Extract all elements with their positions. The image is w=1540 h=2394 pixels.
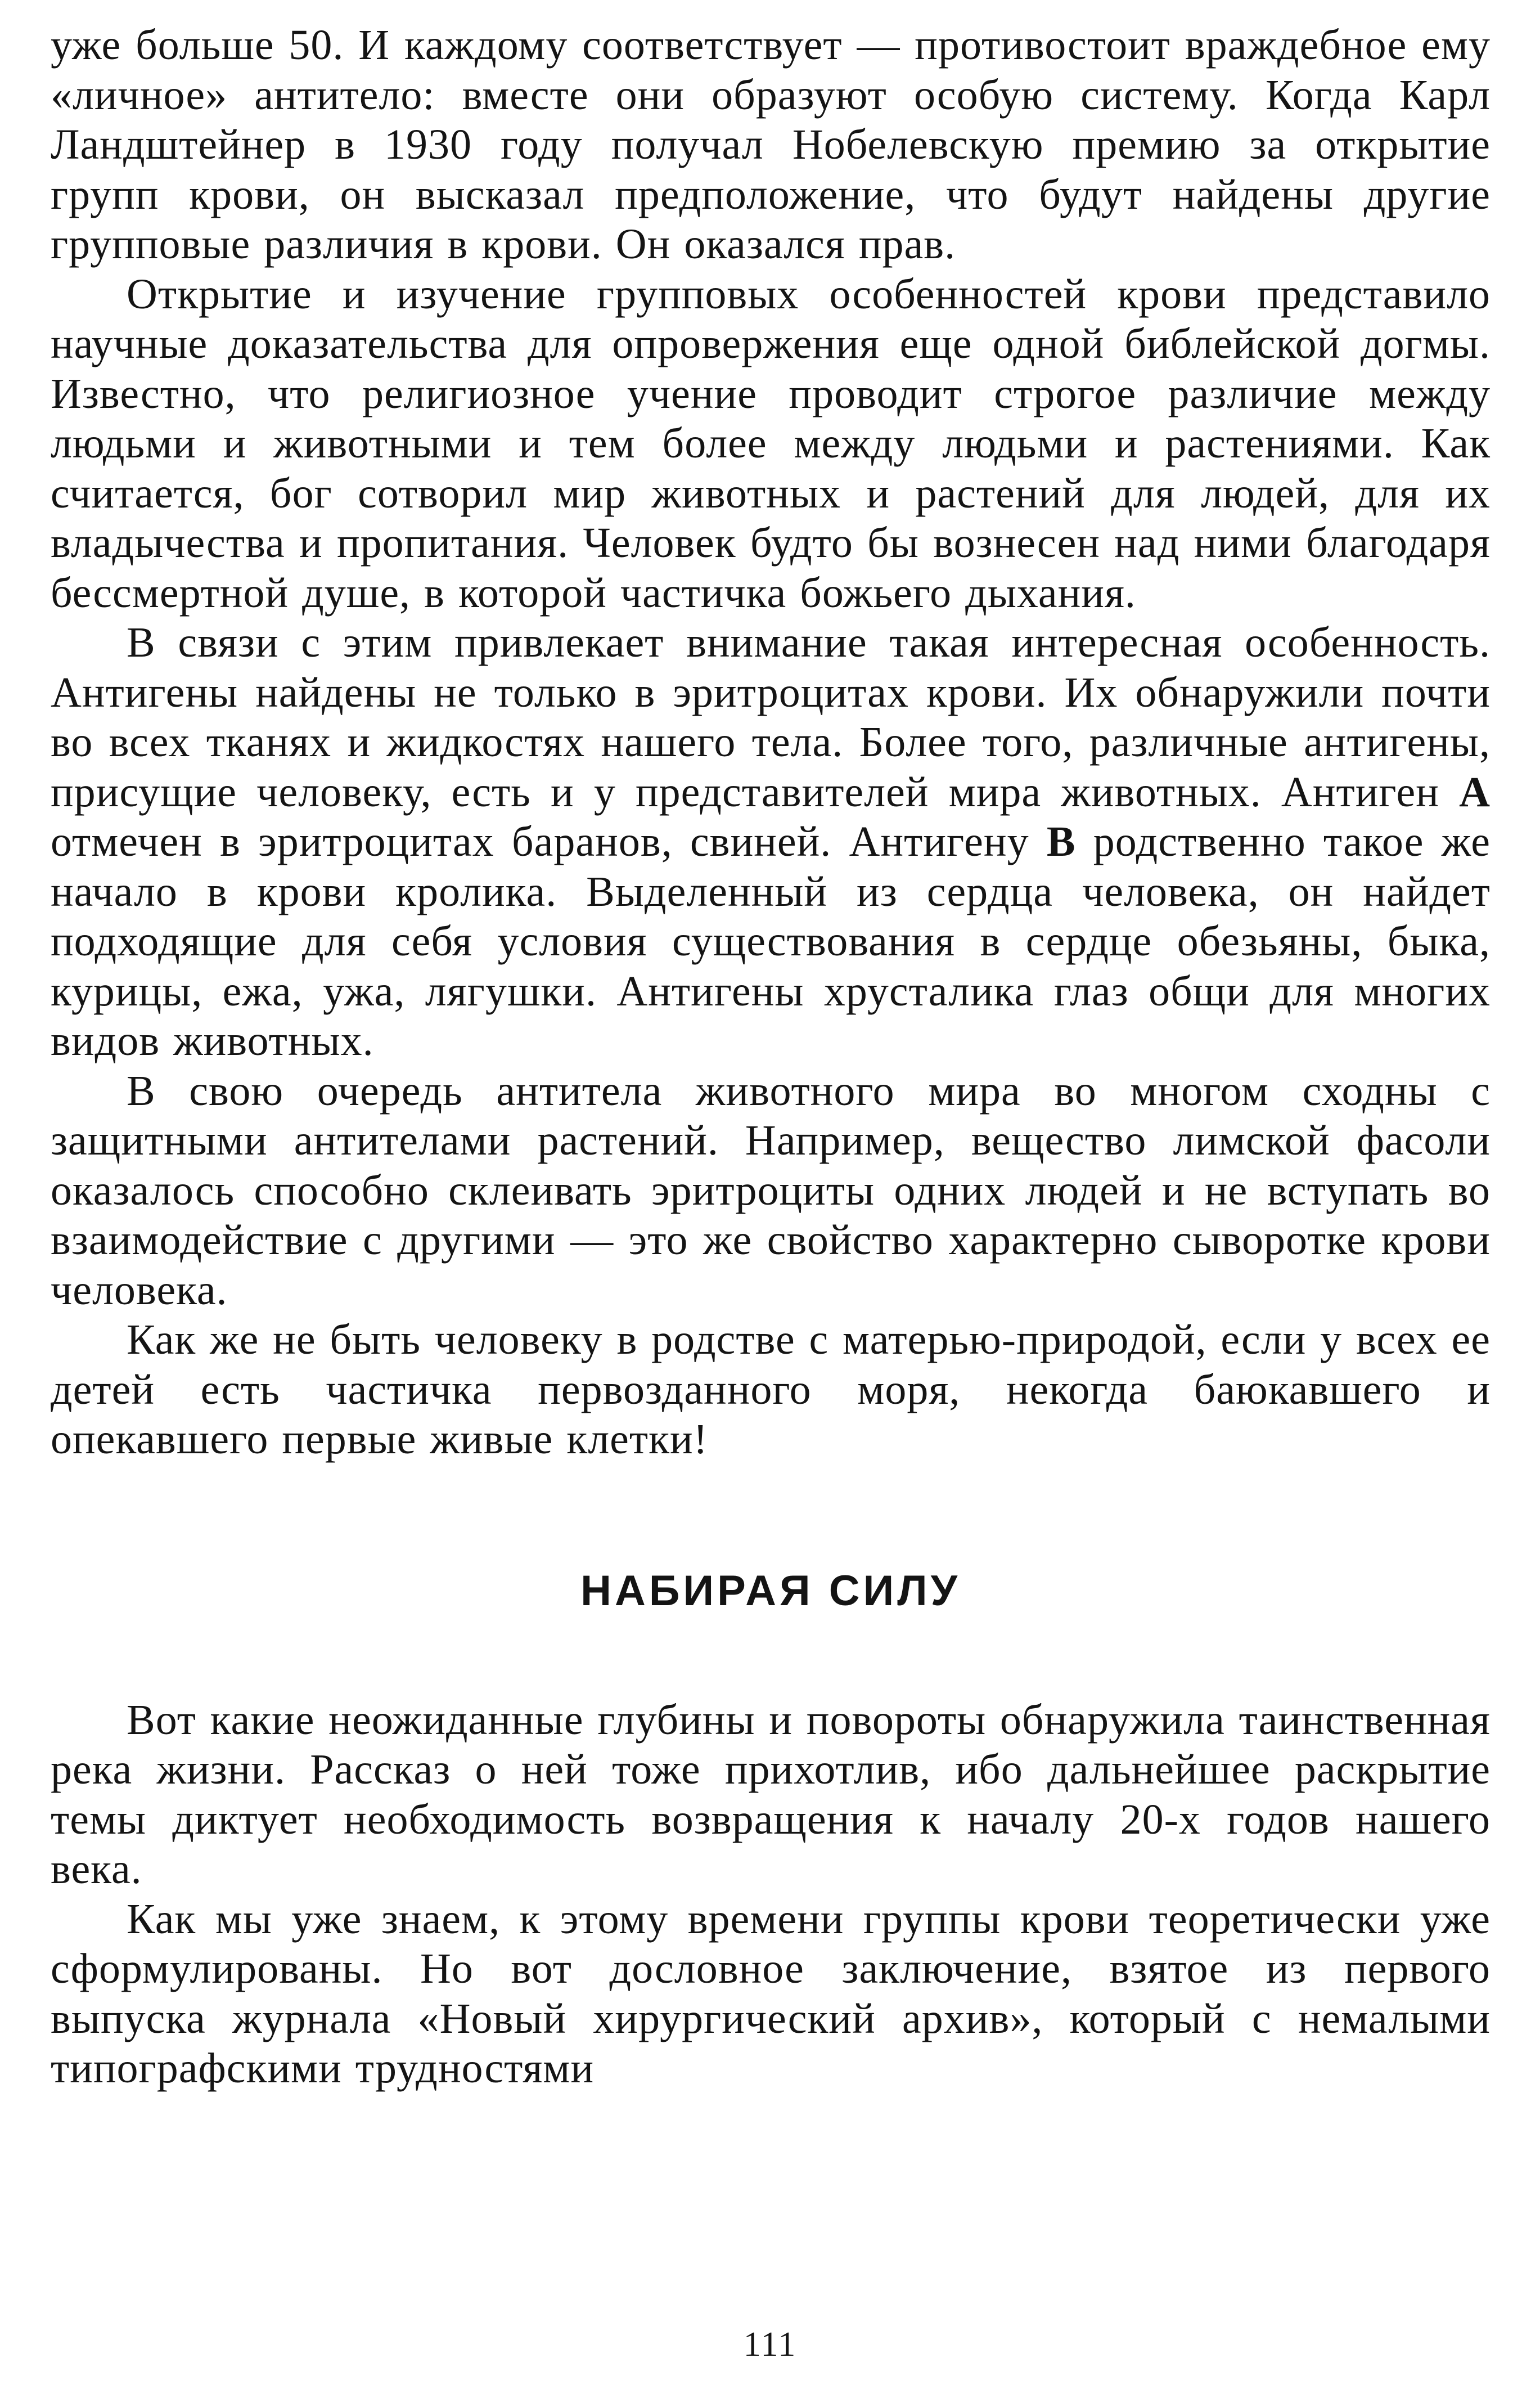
paragraph-6: Вот какие неожиданные глубины и повороты обнаружила таинственная река жизни. Рассказ о ней тоже прихотлив, ибо дальнейшее раскрытие темы диктует необходимость возвращения к началу 20-х годов нашего века.: [51, 1696, 1491, 1893]
paragraph-3-part-3: родственно такое же начало в крови кролика. Выделенный из сердца человека, он найдет подходящие для себя условия существования в сердце обезьяны, быка, курицы, ежа, ужа, лягушки. Антигены хрусталика глаз общи для многих видов животных.: [51, 818, 1491, 1065]
paragraph-4: В свою очередь антитела животного мира во многом сходны с защитными антителами растений. Например, вещество лимской фасоли оказалось способно склеивать эритроциты одних людей и не вступать во взаимодействие с другими — это же свойство характерно сыворотке крови человека.: [51, 1067, 1491, 1314]
paragraph-3-part-2: отмечен в эритроцитах баранов, свиней. Антигену: [51, 818, 1047, 865]
antigen-b-label: В: [1046, 818, 1076, 865]
paragraph-5: Как же не быть человеку в родстве с матерью-природой, если у всех ее детей есть частичка первозданного моря, некогда баюкавшего и опекавшего первые живые клетки!: [51, 1316, 1491, 1463]
paragraph-1: уже больше 50. И каждому соответствует — противостоит враждебное ему «личное» антитело: вместе они образуют особую систему. Когда Карл Ландштейнер в 1930 году получал Нобелевскую премию за открытие групп крови, он высказал предположение, что будут найдены другие групповые различия в крови. Он оказался прав.: [51, 21, 1491, 268]
section-heading: НАБИРАЯ СИЛУ: [580, 1566, 961, 1615]
paragraph-7: Как мы уже знаем, к этому времени группы крови теоретически уже сформулированы. Но вот дословное заключение, взятое из первого выпуска журнала «Новый хирургический архив», который с немалыми типографскими трудностями: [51, 1895, 1491, 2092]
antigen-a-label: А: [1459, 768, 1491, 816]
page-number: 111: [743, 2325, 797, 2364]
section-spacer: [51, 1465, 1491, 1566]
paragraph-2: Открытие и изучение групповых особенностей крови представило научные доказательства для опровержения еще одной библейской догмы. Известно, что религиозное учение проводит строгое различие между людьми и животными и тем более между людьми и растениями. Как считается, бог сотворил мир животных и растений для людей, для их владычества и пропитания. Человек будто бы вознесен над ними благодаря бессмертной душе, в которой частичка божьего дыхания.: [51, 270, 1491, 617]
book-page: [51, 20, 1491, 2094]
paragraph-3-part-1: В связи с этим привлекает внимание такая интересная особенность. Антигены найдены не только в эритроцитах крови. Их обнаружили почти во всех тканях и жидкостях нашего тела. Более того, различные антигены, присущие человеку, есть и у представителей мира животных. Антиген: [51, 619, 1491, 816]
paragraph-3: [51, 618, 1491, 1066]
